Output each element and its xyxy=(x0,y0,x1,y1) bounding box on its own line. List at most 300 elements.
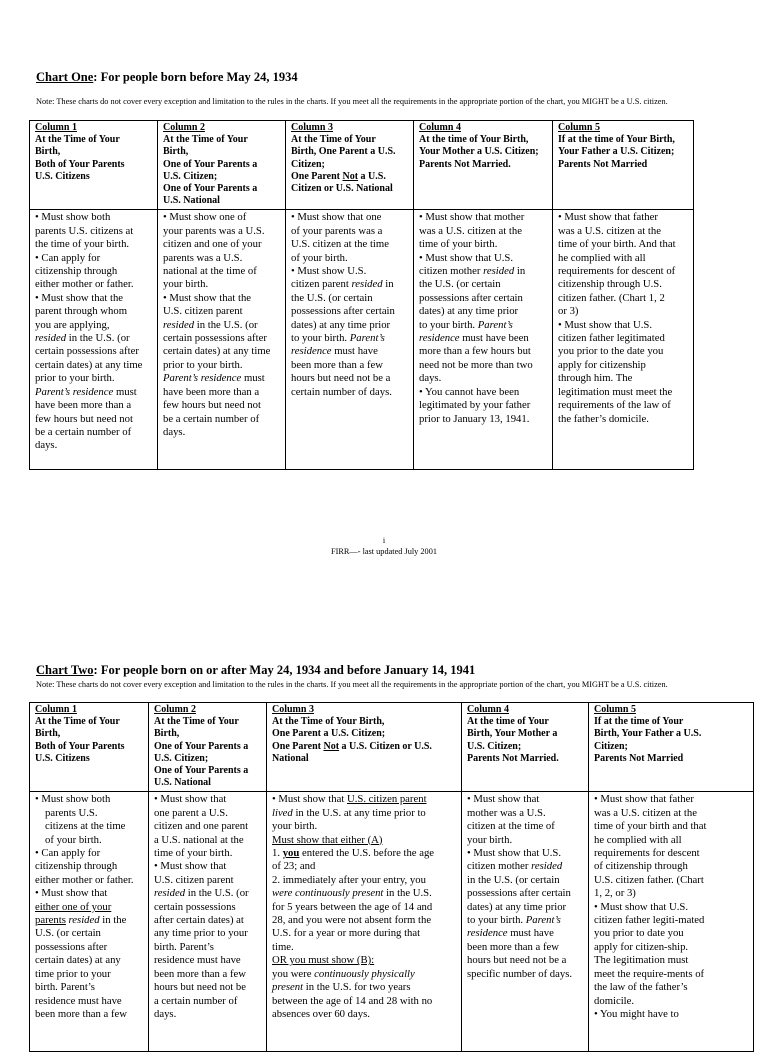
cell-line: citizenship through U.S. xyxy=(558,278,662,291)
cell-italic: resided xyxy=(163,318,195,331)
cell-line: citizen at the time of xyxy=(467,820,555,833)
column-label: Column 3 xyxy=(291,122,333,133)
cell-line: have been more than a xyxy=(35,399,132,412)
cell-line: days. xyxy=(419,372,442,385)
header-line: Citizen; xyxy=(291,158,325,170)
header-line: Citizen; xyxy=(594,740,628,752)
cell-line: one parent a U.S. xyxy=(154,806,228,819)
chart-two-cell-col5 xyxy=(589,792,754,1052)
cell-line: citizens at the time xyxy=(45,820,126,833)
cell-line: • Must show that xyxy=(467,793,540,806)
cell-line: domicile. xyxy=(594,994,635,1007)
cell-line xyxy=(419,332,548,345)
header-line: Birth, Your Mother a xyxy=(467,728,558,740)
cell-line: or 3) xyxy=(558,305,579,318)
header-line: U.S. National xyxy=(163,195,220,207)
cell-line: citizenship through xyxy=(35,265,118,278)
cell-fragment: to your birth. xyxy=(467,914,526,927)
cell-line: hours but need not be xyxy=(154,981,247,994)
cell-line: the U.S. (or certain xyxy=(291,291,373,304)
chart-one-table xyxy=(29,120,694,470)
header-line: Birth, xyxy=(154,728,180,740)
header-line: Both of Your Parents xyxy=(35,740,125,752)
cell-line: for 5 years between the age of 14 and xyxy=(272,900,433,913)
chart-two-cell-col3 xyxy=(267,792,462,1052)
cell-fragment: in the U.S. at any time prior to xyxy=(292,806,426,819)
cell-line: your birth. xyxy=(163,278,209,291)
cell-line: he complied with all xyxy=(558,251,646,264)
cell-fragment: citizen parent xyxy=(291,278,352,291)
chart-one-header-col2 xyxy=(158,121,286,210)
header-line: U.S. Citizen; xyxy=(163,170,218,182)
cell-line xyxy=(35,901,144,914)
cell-line: • You cannot have been xyxy=(419,385,520,398)
cell-line: prior to your birth. xyxy=(163,358,243,371)
cell-line: time of your birth. xyxy=(419,238,498,251)
cell-line: • Can apply for xyxy=(35,251,101,264)
chart-one-cell-col2 xyxy=(158,210,286,470)
cell-line xyxy=(467,860,584,873)
cell-line: a certain number of xyxy=(154,994,238,1007)
cell-line xyxy=(163,319,281,332)
cell-line: of your parents was a xyxy=(291,224,383,237)
column-label: Column 1 xyxy=(35,704,77,715)
cell-line: certain possessions after xyxy=(163,332,267,345)
cell-fragment: must have xyxy=(507,927,554,940)
column-label: Column 4 xyxy=(419,122,461,133)
cell-fragment: • Must show that xyxy=(272,793,347,806)
cell-line: mother was a U.S. xyxy=(467,806,546,819)
cell-line: parents was a U.S. xyxy=(163,251,243,264)
cell-line: you prior to the date you xyxy=(558,345,664,358)
cell-line: requirements for descent of xyxy=(558,265,676,278)
cell-line: • Must show both xyxy=(35,211,111,224)
cell-line xyxy=(272,834,457,847)
cell-line xyxy=(272,954,457,967)
cell-italic: residence xyxy=(467,927,508,940)
chart-two-body-row xyxy=(30,792,754,1052)
header-line: Birth, xyxy=(163,146,189,158)
cell-line xyxy=(467,927,584,940)
cell-italic: residence xyxy=(419,332,460,345)
cell-line: time. xyxy=(272,940,294,953)
cell-line: prior to January 13, 1941. xyxy=(419,412,530,425)
cell-line: 1, 2, or 3) xyxy=(594,887,636,900)
cell-line: dates) at any time prior xyxy=(419,305,519,318)
cell-italic: resided xyxy=(351,278,383,291)
cell-line: time of your birth. And that xyxy=(558,238,676,251)
column-label: Column 5 xyxy=(558,122,600,133)
column-label: Column 2 xyxy=(163,122,205,133)
cell-line: the U.S. (or certain xyxy=(419,278,501,291)
cell-line: days. xyxy=(154,1007,177,1020)
cell-line: • Must show that father xyxy=(594,793,694,806)
header-line: At the Time of Your xyxy=(154,716,239,728)
header-line xyxy=(272,741,457,753)
cell-fragment: 1. xyxy=(272,847,283,860)
cell-italic: resided xyxy=(154,887,186,900)
header-line: U.S. Citizens xyxy=(35,752,90,764)
header-line: At the Time of Your xyxy=(291,134,376,146)
column-label: Column 1 xyxy=(35,122,77,133)
cell-underline-bold: you xyxy=(282,847,300,860)
cell-italic: resided xyxy=(65,914,100,927)
cell-fragment: in the xyxy=(99,914,127,927)
cell-line: • Must show that mother xyxy=(419,211,525,224)
cell-line: • Must show both xyxy=(35,793,111,806)
column-label: Column 3 xyxy=(272,704,314,715)
cell-line: specific number of days. xyxy=(467,967,573,980)
cell-line: few hours but need not xyxy=(163,399,261,412)
cell-line xyxy=(35,386,153,399)
cell-line: • Must show that one xyxy=(291,211,382,224)
chart-one-body-row xyxy=(30,210,694,470)
chart-one-header-col4 xyxy=(414,121,553,210)
chart-one-header-col3 xyxy=(286,121,414,210)
cell-line: • Must show that xyxy=(35,887,108,900)
header-fragment: a U.S. Citizen or U.S. xyxy=(339,740,432,752)
cell-line: residence must have xyxy=(35,994,122,1007)
chart-two-table xyxy=(29,702,754,1052)
cell-line xyxy=(419,265,548,278)
cell-line: dates) at any time prior xyxy=(291,318,391,331)
cell-line: parents U.S. xyxy=(45,806,98,819)
cell-line: few hours but need not xyxy=(35,412,133,425)
cell-line: legitimation must meet the xyxy=(558,385,673,398)
chart-one-title xyxy=(36,70,298,85)
header-line: Your Father a U.S. Citizen; xyxy=(558,146,675,158)
cell-line: • Must show that the xyxy=(163,291,252,304)
cell-line: time prior to your xyxy=(35,967,111,980)
cell-line: hours but need not be a xyxy=(467,954,567,967)
chart-two-header-col1 xyxy=(30,703,149,792)
cell-italic: resided xyxy=(35,332,67,345)
chart-one-title-label: Chart One xyxy=(36,70,94,84)
cell-line: citizen father. (Chart 1, 2 xyxy=(558,291,665,304)
cell-italic: resided xyxy=(531,860,563,873)
cell-fragment: in the U.S. (or xyxy=(194,318,258,331)
header-line: If at the time of Your Birth, xyxy=(558,134,675,146)
header-line: At the time of Your xyxy=(467,716,549,728)
cell-line: national at the time of xyxy=(163,265,257,278)
cell-fragment: entered the U.S. before the age xyxy=(299,847,435,860)
chart-two-title-label: Chart Two xyxy=(36,663,94,677)
cell-line: The legitimation must xyxy=(594,954,689,967)
header-line: Birth, One Parent a U.S. xyxy=(291,146,396,158)
cell-line: U.S. citizen parent xyxy=(163,305,243,318)
cell-italic: continuously physically xyxy=(314,967,415,980)
cell-line xyxy=(272,847,457,860)
chart-two-header-col5 xyxy=(589,703,754,792)
cell-underline: U.S. citizen parent xyxy=(347,793,427,806)
cell-line xyxy=(154,887,262,900)
cell-line: certain dates) at any time xyxy=(163,345,271,358)
cell-fragment: in xyxy=(514,265,526,278)
cell-line: your parents was a U.S. xyxy=(163,224,265,237)
header-line: Birth, Your Father a U.S. xyxy=(594,728,702,740)
cell-line: more than a few hours but xyxy=(419,345,531,358)
cell-fragment: in the U.S. for two years xyxy=(303,981,411,994)
cell-italic: Parent’s residence xyxy=(35,385,114,398)
cell-italic: lived xyxy=(272,806,293,819)
cell-line: citizen father legiti-mated xyxy=(594,914,705,927)
header-line: At the Time of Your xyxy=(163,134,248,146)
cell-fragment: in xyxy=(382,278,394,291)
cell-italic: Parent’s xyxy=(349,332,385,345)
cell-line: of 23; and xyxy=(272,860,316,873)
cell-line xyxy=(35,914,144,927)
header-line: One of Your Parents a xyxy=(154,740,249,752)
header-line: One of Your Parents a xyxy=(163,158,258,170)
cell-line: was a U.S. citizen at the xyxy=(558,224,661,237)
cell-line: of your birth. xyxy=(45,833,102,846)
header-line: Your Mother a U.S. Citizen; xyxy=(419,146,539,158)
cell-line: U.S. citizen at the time xyxy=(291,238,389,251)
cell-line: been more than a few xyxy=(291,358,383,371)
cell-line: been more than a few xyxy=(35,1007,127,1020)
cell-line: requirements for descent xyxy=(594,847,700,860)
cell-line: your birth. xyxy=(272,820,318,833)
cell-fragment: in the U.S. (or xyxy=(185,887,249,900)
cell-fragment: must xyxy=(113,385,137,398)
header-line: Parents Not Married. xyxy=(467,752,559,764)
cell-line: days. xyxy=(35,439,58,452)
header-line: At the Time of Your xyxy=(35,716,120,728)
page-number: i xyxy=(382,536,386,545)
cell-line xyxy=(272,887,457,900)
chart-two-header-col2 xyxy=(149,703,267,792)
cell-fragment: citizen mother xyxy=(419,265,484,278)
cell-line xyxy=(272,807,457,820)
header-line: U.S. Citizens xyxy=(35,170,90,182)
header-emphasis-not: Not xyxy=(342,170,359,182)
cell-line: been more than a few xyxy=(467,940,559,953)
cell-line: U.S. citizen father. (Chart xyxy=(594,873,704,886)
cell-italic: present xyxy=(272,981,304,994)
cell-line: possessions after certain xyxy=(467,887,571,900)
cell-line: the law of the father’s xyxy=(594,981,688,994)
cell-line: days. xyxy=(163,425,186,438)
cell-line: requirements of the law of xyxy=(558,399,671,412)
cell-line: of your birth. xyxy=(291,251,348,264)
cell-line: apply for citizen-ship. xyxy=(594,940,689,953)
cell-fragment: you were xyxy=(272,967,315,980)
cell-line: • Must show that father xyxy=(558,211,658,224)
chart-two-title xyxy=(36,663,475,678)
cell-line: either mother or father. xyxy=(35,278,134,291)
header-fragment: One Parent xyxy=(272,740,324,752)
cell-line: U.S. (or certain xyxy=(35,927,101,940)
cell-line: the time of your birth. xyxy=(35,238,130,251)
chart-two-header-col3 xyxy=(267,703,462,792)
chart-two-header-row xyxy=(30,703,754,792)
header-line: U.S. National xyxy=(154,777,211,789)
cell-line: you prior to date you xyxy=(594,927,684,940)
cell-line xyxy=(467,914,584,927)
chart-one-note: Note: These charts do not cover every exception and limitation to the rules in the charts. If you meet all the requirements in the appropriate portion of the chart, you MIGHT be a U.S. citizen. xyxy=(36,97,668,106)
cell-line: citizen and one of your xyxy=(163,238,262,251)
cell-line: time of your birth and that xyxy=(594,820,707,833)
cell-line: need not be more than two xyxy=(419,358,533,371)
cell-underline: either one of your xyxy=(35,900,112,913)
chart-one-title-rest: : For people born before May 24, 1934 xyxy=(93,70,298,84)
cell-line: have been more than a xyxy=(163,385,260,398)
cell-italic: Parent’s xyxy=(525,914,561,927)
header-line: If at the time of Your xyxy=(594,716,684,728)
cell-line: birth. Parent’s xyxy=(154,940,214,953)
cell-line: apply for citizenship xyxy=(558,358,646,371)
cell-line: you are applying, xyxy=(35,318,110,331)
footer-updated-text: FIRR—- last updated July 2001 xyxy=(330,547,437,556)
cell-line: 28, and you were not absent form the xyxy=(272,914,432,927)
chart-one-header-row xyxy=(30,121,694,210)
cell-fragment: citizen mother xyxy=(467,860,532,873)
cell-line: • Must show that the xyxy=(35,291,124,304)
chart-two-cell-col4 xyxy=(462,792,589,1052)
cell-line: • Must show one of xyxy=(163,211,247,224)
cell-line: residence must have xyxy=(154,954,241,967)
header-line: One Parent a U.S. Citizen; xyxy=(272,728,386,740)
header-line: Birth, xyxy=(35,146,61,158)
cell-line: be a certain number of xyxy=(35,425,132,438)
cell-line: • Must show that xyxy=(154,793,227,806)
header-line: Parents Not Married xyxy=(594,752,684,764)
chart-two-cell-col2 xyxy=(149,792,267,1052)
cell-line: • Must show that U.S. xyxy=(419,251,514,264)
cell-fragment: must xyxy=(241,372,265,385)
cell-line: • Can apply for xyxy=(35,847,101,860)
cell-line xyxy=(163,372,281,385)
cell-line: • Must show that U.S. xyxy=(558,318,653,331)
cell-line xyxy=(419,319,548,332)
cell-line: birth. Parent’s xyxy=(35,981,95,994)
header-fragment: One Parent xyxy=(291,170,343,182)
cell-line: certain possessions after xyxy=(35,345,139,358)
cell-line: • Must show that U.S. xyxy=(594,900,689,913)
cell-italic: resided xyxy=(483,265,515,278)
header-line: National xyxy=(272,752,309,764)
cell-line: was a U.S. citizen at the xyxy=(419,224,522,237)
cell-line: in the U.S. (or certain xyxy=(467,873,560,886)
cell-line: a U.S. national at the xyxy=(154,833,244,846)
chart-two-title-rest: : For people born on or after May 24, 1934 and before January 14, 1941 xyxy=(93,663,476,677)
header-line: Parents Not Married xyxy=(558,158,648,170)
page-footer xyxy=(0,535,768,557)
chart-two-note: Note: These charts do not cover every exception and limitation to the rules in the charts. If you meet all the requirements in the appropriate portion of the chart, you MIGHT be a U.S. citizen. xyxy=(36,680,668,689)
cell-line: after certain dates) at xyxy=(154,914,244,927)
cell-line: either mother or father. xyxy=(35,873,134,886)
cell-line xyxy=(272,968,457,981)
chart-one-cell-col3 xyxy=(286,210,414,470)
cell-line: been more than a few xyxy=(154,967,246,980)
cell-line: hours but need not be a xyxy=(291,372,391,385)
chart-one-cell-col4 xyxy=(414,210,553,470)
cell-line: dates) at any time prior xyxy=(467,900,567,913)
cell-line: the father’s domicile. xyxy=(558,412,649,425)
cell-line: absences over 60 days. xyxy=(272,1007,370,1020)
cell-fragment: to your birth. xyxy=(419,318,478,331)
chart-two-cell-col1 xyxy=(30,792,149,1052)
header-line: At the Time of Your xyxy=(35,134,120,146)
cell-line: • Must show that xyxy=(154,860,227,873)
cell-line xyxy=(272,981,457,994)
cell-fragment: in the U.S. xyxy=(383,887,432,900)
header-line: Parents Not Married. xyxy=(419,158,511,170)
cell-line: your birth. xyxy=(467,833,513,846)
cell-line: citizen and one parent xyxy=(154,820,249,833)
cell-line: parent through whom xyxy=(35,305,128,318)
cell-line: of citizenship through xyxy=(594,860,688,873)
cell-line: possessions after certain xyxy=(291,305,395,318)
cell-italic: Parent’s xyxy=(477,318,513,331)
cell-line: prior to your birth. xyxy=(35,372,115,385)
cell-line: • You might have to xyxy=(594,1007,679,1020)
chart-two-header-col4 xyxy=(462,703,589,792)
column-label: Column 2 xyxy=(154,704,196,715)
header-line xyxy=(291,171,409,183)
cell-italic: Parent’s residence xyxy=(163,372,242,385)
header-line: At the time of Your Birth, xyxy=(419,134,529,146)
cell-line xyxy=(272,793,457,806)
cell-line: • Must show that U.S. xyxy=(467,847,562,860)
column-label: Column 5 xyxy=(594,704,636,715)
cell-italic: were continuously present xyxy=(272,887,384,900)
header-line: Citizen or U.S. National xyxy=(291,183,393,195)
header-line: Both of Your Parents xyxy=(35,158,125,170)
cell-line: he complied with all xyxy=(594,833,682,846)
cell-italic: residence xyxy=(291,345,332,358)
chart-one-header-col1 xyxy=(30,121,158,210)
cell-line: time of your birth. xyxy=(154,847,233,860)
cell-fragment: to your birth. xyxy=(291,332,350,345)
cell-line: citizenship through xyxy=(35,860,118,873)
cell-line xyxy=(291,345,409,358)
cell-line: 2. immediately after your entry, you xyxy=(272,873,426,886)
cell-underline: OR you must show (B): xyxy=(272,954,375,967)
cell-line xyxy=(291,278,409,291)
cell-fragment: must have xyxy=(331,345,378,358)
cell-line: meet the require-ments of xyxy=(594,967,705,980)
cell-line: citizen father legitimated xyxy=(558,332,665,345)
header-fragment: a U.S. xyxy=(358,170,386,182)
cell-line: was a U.S. citizen at the xyxy=(594,806,697,819)
header-emphasis-not: Not xyxy=(323,740,340,752)
cell-line: possessions after certain xyxy=(419,291,523,304)
cell-fragment: in the U.S. (or xyxy=(66,332,130,345)
header-line: One of Your Parents a xyxy=(163,183,258,195)
chart-one-cell-col1 xyxy=(30,210,158,470)
cell-line: possessions after xyxy=(35,940,108,953)
cell-fragment: must have been xyxy=(459,332,529,345)
cell-line: certain dates) at any time xyxy=(35,358,143,371)
cell-line: U.S. for a year or more during that xyxy=(272,927,421,940)
cell-line xyxy=(291,332,409,345)
chart-one-cell-col5 xyxy=(553,210,694,470)
cell-line xyxy=(35,332,153,345)
cell-line: certain dates) at any xyxy=(35,954,121,967)
header-line: One of Your Parents a xyxy=(154,765,249,777)
cell-line: certain possessions xyxy=(154,900,236,913)
cell-line: between the age of 14 and 28 with no xyxy=(272,994,433,1007)
header-line: Birth, xyxy=(35,728,61,740)
cell-line: • Must show U.S. xyxy=(291,265,367,278)
cell-line: parents U.S. citizens at xyxy=(35,224,134,237)
cell-line: legitimated by your father xyxy=(419,399,531,412)
header-line: U.S. Citizen; xyxy=(467,740,522,752)
cell-underline: parents xyxy=(35,914,66,927)
cell-line: U.S. citizen parent xyxy=(154,873,234,886)
cell-line: through him. The xyxy=(558,372,633,385)
